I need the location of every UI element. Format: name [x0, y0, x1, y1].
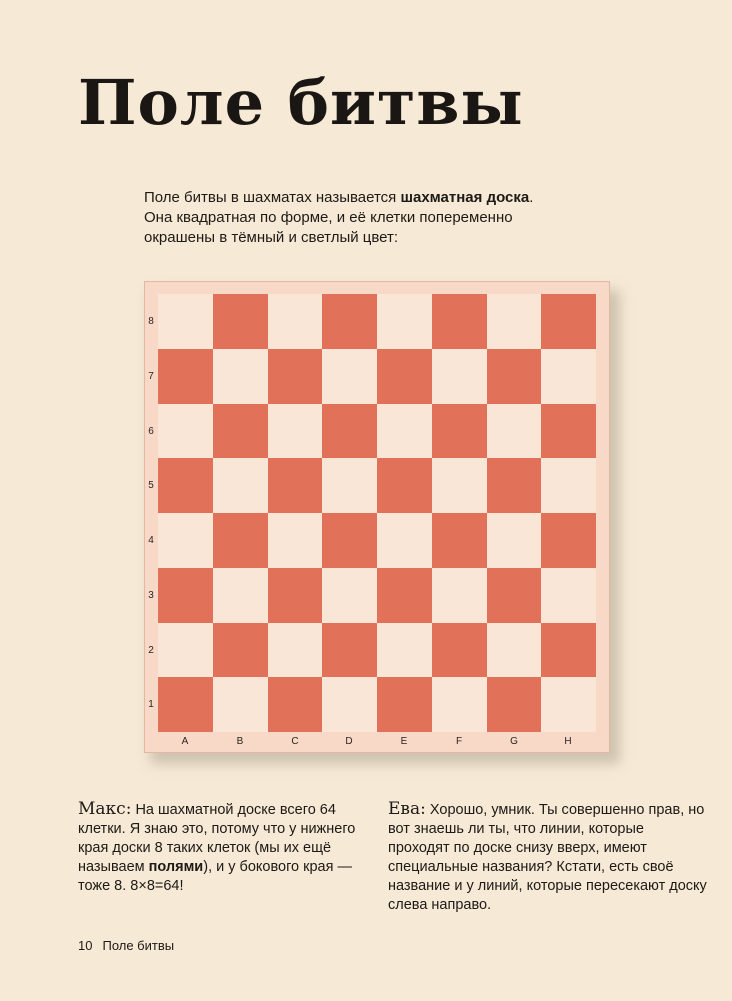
square-g1 — [487, 677, 542, 732]
square-h2 — [541, 623, 596, 678]
file-label: D — [345, 736, 353, 747]
file-label: E — [400, 736, 408, 747]
file-label: B — [236, 736, 244, 747]
square-f1 — [432, 677, 487, 732]
square-b6 — [213, 404, 268, 459]
file-label: A — [181, 736, 189, 747]
square-c8 — [268, 294, 323, 349]
file-label: G — [510, 736, 518, 747]
square-g3 — [487, 568, 542, 623]
square-c2 — [268, 623, 323, 678]
file-label: F — [455, 736, 463, 747]
square-a6 — [158, 404, 213, 459]
square-b4 — [213, 513, 268, 568]
square-e3 — [377, 568, 432, 623]
square-d8 — [322, 294, 377, 349]
square-a2 — [158, 623, 213, 678]
square-b1 — [213, 677, 268, 732]
page-number: 10 — [78, 938, 93, 953]
square-h1 — [541, 677, 596, 732]
intro-text-2: . Она квадратная по форме, и её клетки попеременно окрашены в тёмный и светлый цвет: — [144, 189, 534, 246]
dialog-text: ), и у бокового края — тоже 8. 8×8=64! — [78, 859, 352, 894]
square-h3 — [541, 568, 596, 623]
square-c5 — [268, 458, 323, 513]
square-f8 — [432, 294, 487, 349]
dialog-bold-term: полями — [148, 859, 204, 875]
rank-label: 2 — [148, 645, 154, 656]
square-a8 — [158, 294, 213, 349]
chessboard-grid — [158, 294, 596, 732]
square-b8 — [213, 294, 268, 349]
dialog-text: На шахматной доске всего 64 клетки. Я знаю это, потому что у нижнего края доски 8 таких клеток (мы их ещё называем — [78, 802, 356, 875]
intro-bold-term: шахматная доска — [400, 189, 530, 206]
square-a5 — [158, 458, 213, 513]
square-h7 — [541, 349, 596, 404]
square-c3 — [268, 568, 323, 623]
rank-label: 7 — [148, 371, 154, 382]
square-b7 — [213, 349, 268, 404]
rank-label: 8 — [148, 316, 154, 327]
rank-label: 6 — [148, 426, 154, 437]
square-e7 — [377, 349, 432, 404]
square-d1 — [322, 677, 377, 732]
square-e1 — [377, 677, 432, 732]
square-b3 — [213, 568, 268, 623]
square-a4 — [158, 513, 213, 568]
square-c4 — [268, 513, 323, 568]
rank-label: 5 — [148, 480, 154, 491]
square-e8 — [377, 294, 432, 349]
square-g6 — [487, 404, 542, 459]
square-d6 — [322, 404, 377, 459]
square-d3 — [322, 568, 377, 623]
dialog-text: Хорошо, умник. Ты совершенно прав, но вот знаешь ли ты, что линии, которые проходят по доске снизу вверх, имеют специальные названия? Кстати, есть своё название и у линий, которые пересекают доску слева направо. — [388, 802, 707, 913]
file-label: C — [291, 736, 299, 747]
footer-section-title: Поле битвы — [102, 938, 175, 953]
square-h5 — [541, 458, 596, 513]
square-e5 — [377, 458, 432, 513]
square-g8 — [487, 294, 542, 349]
square-g4 — [487, 513, 542, 568]
square-a1 — [158, 677, 213, 732]
square-g2 — [487, 623, 542, 678]
square-d7 — [322, 349, 377, 404]
square-c6 — [268, 404, 323, 459]
dialog-eva — [388, 800, 708, 915]
square-g5 — [487, 458, 542, 513]
intro-paragraph — [144, 188, 564, 248]
intro-text-1: Поле битвы в шахматах называется — [144, 189, 401, 206]
square-f6 — [432, 404, 487, 459]
square-b5 — [213, 458, 268, 513]
page-title: Поле битвы — [78, 66, 524, 139]
square-h6 — [541, 404, 596, 459]
square-f5 — [432, 458, 487, 513]
square-e4 — [377, 513, 432, 568]
speaker-name: Макс: — [78, 799, 132, 819]
square-g7 — [487, 349, 542, 404]
speaker-name: Ева: — [388, 799, 426, 819]
square-c7 — [268, 349, 323, 404]
dialog-max — [78, 800, 378, 896]
rank-label: 4 — [148, 535, 154, 546]
square-h4 — [541, 513, 596, 568]
square-f4 — [432, 513, 487, 568]
square-f3 — [432, 568, 487, 623]
rank-label: 3 — [148, 590, 154, 601]
square-e6 — [377, 404, 432, 459]
square-c1 — [268, 677, 323, 732]
square-b2 — [213, 623, 268, 678]
square-a3 — [158, 568, 213, 623]
page-footer — [78, 938, 174, 953]
square-a7 — [158, 349, 213, 404]
rank-label: 1 — [148, 699, 154, 710]
square-d2 — [322, 623, 377, 678]
square-f7 — [432, 349, 487, 404]
square-e2 — [377, 623, 432, 678]
file-label: H — [564, 736, 572, 747]
square-f2 — [432, 623, 487, 678]
square-d4 — [322, 513, 377, 568]
square-d5 — [322, 458, 377, 513]
square-h8 — [541, 294, 596, 349]
